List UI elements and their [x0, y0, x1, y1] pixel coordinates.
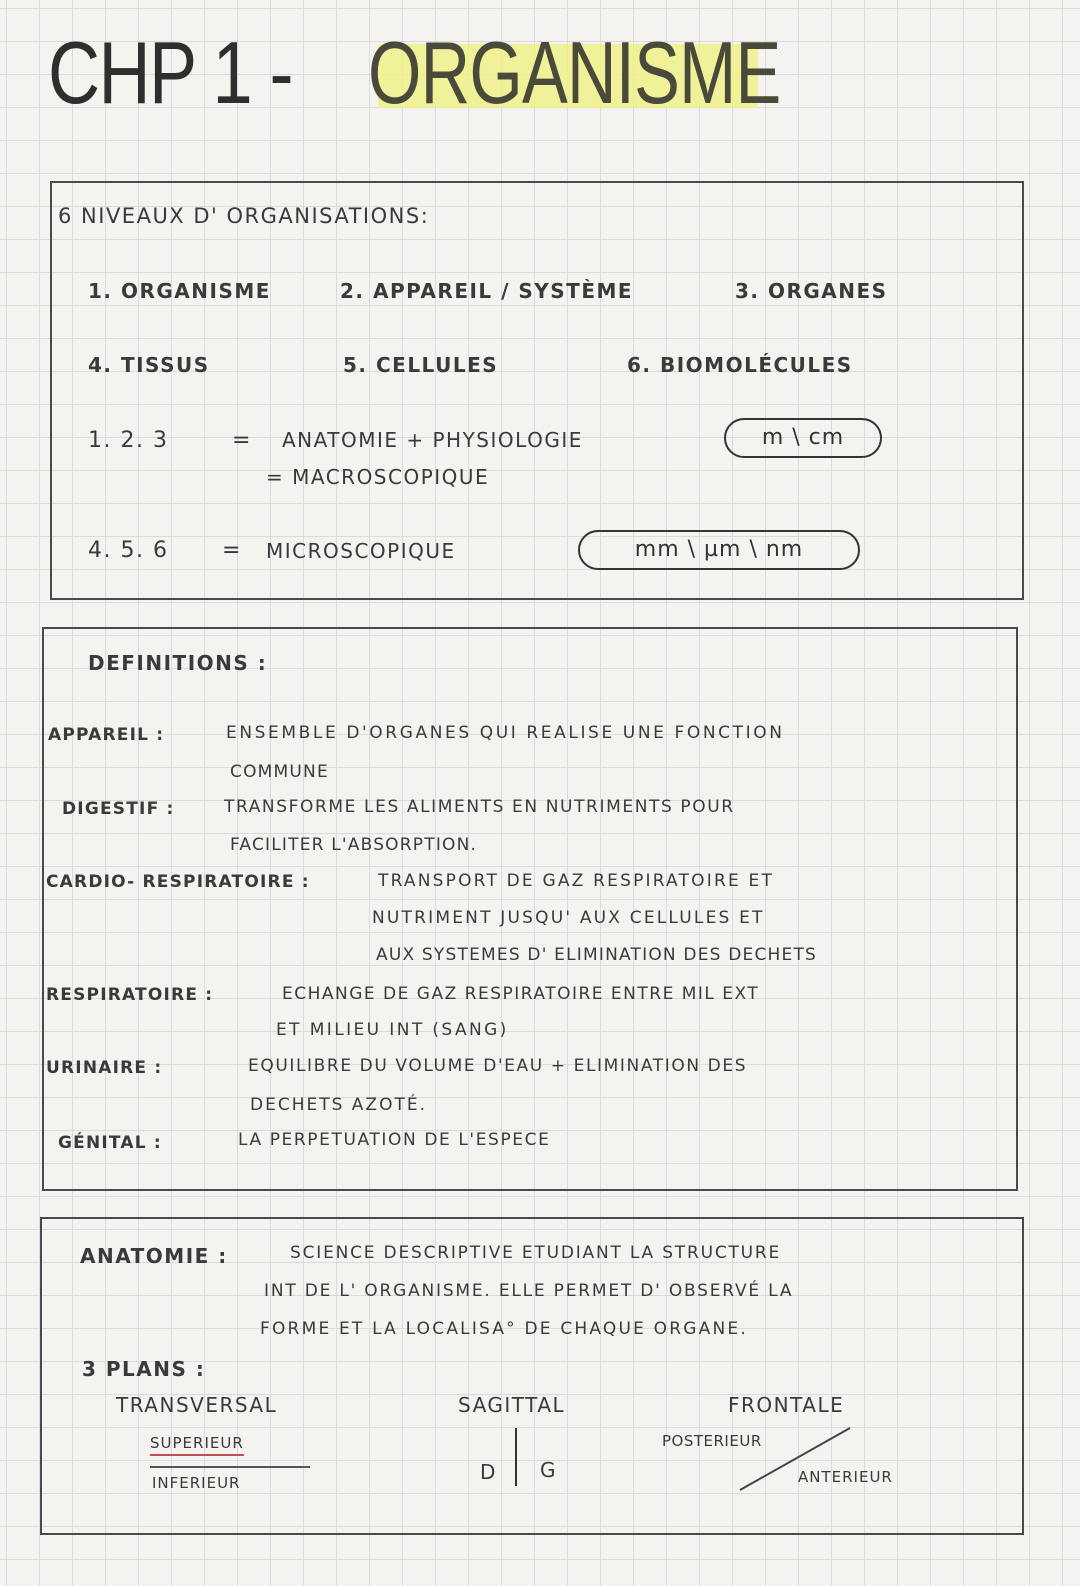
level-item: 5. CELLULES: [343, 353, 499, 377]
def-text-appareil: COMMUNE: [230, 762, 329, 782]
def-label-digestif: DIGESTIF :: [62, 799, 175, 819]
def-text-digestif: TRANSFORME LES ALIMENTS EN NUTRIMENTS POUR: [224, 797, 735, 817]
transversal-superieur: SUPERIEUR: [150, 1434, 244, 1456]
frontale-anterieur: ANTERIEUR: [798, 1468, 893, 1486]
def-text-digestif: FACILITER L'ABSORPTION.: [230, 835, 478, 855]
plan-sagittal-label: SAGITTAL: [458, 1393, 566, 1417]
plan-transversal-label: TRANSVERSAL: [116, 1393, 278, 1417]
macro-range: 1. 2. 3: [88, 428, 169, 453]
frontale-posterieur: POSTERIEUR: [662, 1432, 762, 1450]
macro-term: = MACROSCOPIQUE: [266, 465, 490, 489]
definitions-heading: DEFINITIONS :: [88, 651, 268, 675]
micro-range: 4. 5. 6: [88, 538, 169, 563]
def-text-urinaire: DECHETS AZOTÉ.: [250, 1095, 427, 1115]
level-item: 3. ORGANES: [735, 279, 888, 303]
transversal-inferieur: INFERIEUR: [152, 1474, 241, 1492]
anatomie-label: ANATOMIE :: [80, 1244, 228, 1268]
def-text-cardio: AUX SYSTEMES D' ELIMINATION DES DECHETS: [376, 945, 818, 965]
def-text-cardio: TRANSPORT DE GAZ RESPIRATOIRE ET: [378, 871, 775, 891]
plans-heading: 3 PLANS :: [82, 1357, 206, 1381]
anatomie-text: SCIENCE DESCRIPTIVE ETUDIANT LA STRUCTURE: [290, 1243, 782, 1263]
sagittal-plane-line: [515, 1428, 517, 1486]
def-text-respiratoire: ET MILIEU INT (SANG): [276, 1020, 509, 1040]
def-label-genital: GÉNITAL :: [58, 1133, 162, 1153]
micro-equals: =: [222, 538, 242, 563]
macro-equals: =: [232, 428, 252, 453]
def-label-cardio: CARDIO- RESPIRATOIRE :: [46, 872, 310, 892]
def-text-appareil: ENSEMBLE D'ORGANES QUI REALISE UNE FONCTION: [226, 723, 785, 743]
def-text-cardio: NUTRIMENT JUSQU' AUX CELLULES ET: [372, 908, 765, 928]
level-item: 4. TISSUS: [88, 353, 210, 377]
page-title: ORGANISME: [368, 23, 781, 122]
def-label-respiratoire: RESPIRATOIRE :: [46, 985, 214, 1005]
sagittal-gauche: G: [540, 1458, 557, 1482]
levels-box: [50, 181, 1024, 600]
def-label-appareil: APPAREIL :: [48, 725, 165, 745]
macro-units-oval: m \ cm: [724, 418, 882, 458]
def-label-urinaire: URINAIRE :: [46, 1058, 163, 1078]
chapter-label: CHP 1 -: [48, 23, 292, 122]
macro-description: ANATOMIE + PHYSIOLOGIE: [282, 428, 583, 452]
micro-units-oval: mm \ µm \ nm: [578, 530, 860, 570]
level-item: 2. APPAREIL / SYSTÈME: [340, 279, 634, 303]
def-text-genital: LA PERPETUATION DE L'ESPECE: [238, 1130, 551, 1150]
anatomie-text: INT DE L' ORGANISME. ELLE PERMET D' OBSERVÉ LA: [264, 1281, 794, 1301]
transversal-plane-line: [150, 1466, 310, 1468]
def-text-respiratoire: ECHANGE DE GAZ RESPIRATOIRE ENTRE MIL EXT: [282, 984, 760, 1004]
level-item: 1. ORGANISME: [88, 279, 271, 303]
anatomie-text: FORME ET LA LOCALISA° DE CHAQUE ORGANE.: [260, 1319, 748, 1339]
micro-term: MICROSCOPIQUE: [266, 539, 456, 563]
plan-frontale-label: FRONTALE: [728, 1393, 845, 1417]
sagittal-droite: D: [480, 1460, 497, 1484]
level-item: 6. BIOMOLÉCULES: [627, 353, 853, 377]
def-text-urinaire: EQUILIBRE DU VOLUME D'EAU + ELIMINATION DES: [248, 1056, 748, 1076]
levels-heading: 6 NIVEAUX D' ORGANISATIONS:: [58, 204, 430, 228]
